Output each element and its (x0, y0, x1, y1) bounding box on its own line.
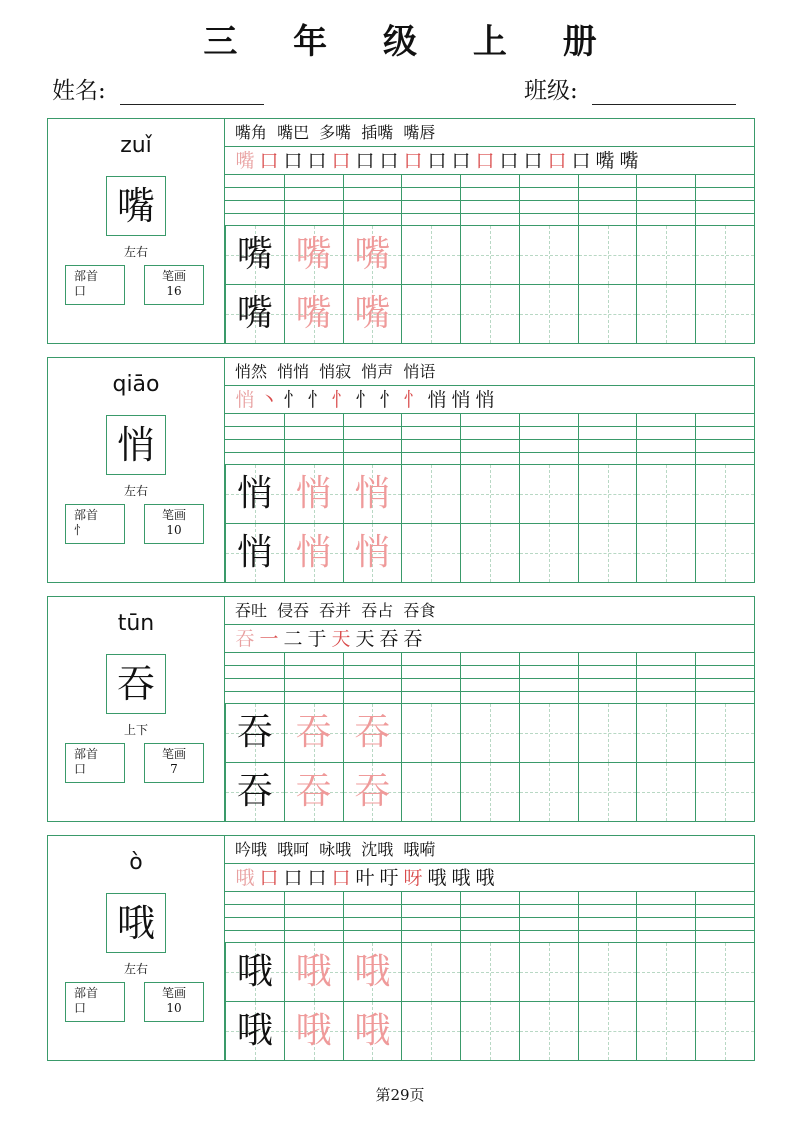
stroke-step: 忄 (355, 389, 375, 411)
grid-divider (695, 892, 696, 942)
stroke-step: 天 (355, 628, 375, 650)
blank-practice-cell[interactable] (460, 284, 519, 343)
trace-character: 嘴 (354, 293, 391, 334)
grid-divider (578, 653, 579, 703)
model-character: 悄 (236, 532, 273, 573)
blank-practice-cell[interactable] (578, 284, 637, 343)
stroke-count-value: 10 (166, 1001, 182, 1015)
grid-divider (284, 175, 285, 225)
trace-character-cell (343, 523, 402, 582)
stroke-step: 吞 (235, 628, 255, 650)
stroke-step: 口 (475, 150, 495, 172)
radical-label: 部首 (74, 747, 99, 761)
stroke-step: 忄 (307, 389, 327, 411)
grid-divider (578, 414, 579, 464)
blank-practice-cell[interactable] (695, 1001, 754, 1060)
trace-character: 嘴 (295, 293, 332, 334)
radical-value: 口 (74, 284, 87, 298)
grid-divider (460, 892, 461, 942)
writing-line (225, 213, 754, 214)
blank-practice-cell[interactable] (401, 942, 460, 1001)
trace-character-cell (343, 942, 402, 1001)
grid-divider (695, 175, 696, 225)
stroke-step: 于 (307, 628, 327, 650)
blank-practice-cell[interactable] (636, 464, 695, 523)
model-character: 嘴 (236, 234, 273, 275)
grid-divider (636, 892, 637, 942)
structure-label: 左右 (123, 245, 148, 259)
pinyin: tūn (117, 611, 155, 636)
stroke-step: 口 (451, 150, 471, 172)
blank-practice-cell[interactable] (401, 225, 460, 284)
blank-practice-cell[interactable] (460, 523, 519, 582)
grid-divider (401, 892, 402, 942)
stroke-step: 口 (427, 150, 447, 172)
name-input-line[interactable] (120, 78, 264, 105)
blank-practice-cell[interactable] (695, 523, 754, 582)
blank-practice-cell[interactable] (636, 284, 695, 343)
grid-divider (284, 892, 285, 942)
blank-practice-cell[interactable] (695, 225, 754, 284)
blank-practice-cell[interactable] (636, 703, 695, 762)
practice-panel (225, 836, 754, 1060)
stroke-step: 忄 (379, 389, 399, 411)
model-character-cell (225, 464, 284, 523)
stroke-step: 口 (283, 150, 303, 172)
blank-practice-cell[interactable] (460, 225, 519, 284)
blank-practice-cell[interactable] (401, 703, 460, 762)
practice-panel (225, 597, 754, 821)
name-label: 姓名: (52, 78, 106, 104)
stroke-order (225, 147, 754, 175)
trace-character-cell (284, 523, 343, 582)
stroke-step: 口 (307, 867, 327, 889)
trace-character: 悄 (354, 532, 391, 573)
writing-line (225, 187, 754, 188)
radical-value: 口 (74, 1001, 87, 1015)
blank-practice-cell[interactable] (519, 762, 578, 821)
blank-practice-cell[interactable] (695, 284, 754, 343)
radical-box (65, 982, 125, 1022)
trace-character-cell (343, 284, 402, 343)
writing-line (225, 452, 754, 453)
stroke-step: 嘴 (619, 150, 639, 172)
blank-practice-cell[interactable] (460, 762, 519, 821)
trace-character-cell (284, 762, 343, 821)
model-character-cell (225, 523, 284, 582)
radical-value: 口 (74, 762, 87, 776)
trace-character-cell (284, 284, 343, 343)
grid-divider (519, 653, 520, 703)
stroke-order (225, 864, 754, 892)
radical-box (65, 265, 125, 305)
radical-box (65, 504, 125, 544)
grid-divider (636, 175, 637, 225)
blank-practice-cell[interactable] (519, 523, 578, 582)
trace-character-cell (343, 225, 402, 284)
grid-divider (343, 414, 344, 464)
stroke-step: 口 (547, 150, 567, 172)
practice-grid (225, 225, 754, 343)
practice-grid (225, 464, 754, 582)
stroke-count-value: 16 (166, 284, 182, 298)
practice-grid (225, 942, 754, 1060)
blank-practice-cell[interactable] (519, 942, 578, 1001)
writing-line (225, 439, 754, 440)
trace-character: 嘴 (295, 234, 332, 275)
trace-character: 吞 (354, 712, 391, 753)
stroke-step: 忄 (331, 389, 351, 411)
grid-divider (343, 892, 344, 942)
trace-character-cell (343, 762, 402, 821)
model-character-cell (225, 225, 284, 284)
blank-practice-cell[interactable] (636, 225, 695, 284)
trace-character: 嘴 (354, 234, 391, 275)
model-character: 嘴 (236, 293, 273, 334)
writing-line (225, 665, 754, 666)
stroke-count-label: 笔画 (161, 986, 186, 1000)
trace-character: 哦 (295, 1010, 332, 1051)
blank-practice-cell[interactable] (519, 1001, 578, 1060)
stroke-step: 哦 (235, 867, 255, 889)
blank-practice-cell[interactable] (578, 523, 637, 582)
example-words: 嘴角 嘴巴 多嘴 插嘴 嘴唇 (225, 119, 754, 147)
trace-character-cell (343, 1001, 402, 1060)
pinyin: ò (129, 850, 143, 875)
blank-practice-cell[interactable] (519, 464, 578, 523)
blank-practice-cell[interactable] (695, 703, 754, 762)
character-card (47, 118, 755, 344)
grid-divider (401, 653, 402, 703)
radical-label: 部首 (74, 508, 99, 522)
blank-practice-cell[interactable] (401, 464, 460, 523)
blank-practice-cell[interactable] (460, 703, 519, 762)
blank-practice-cell[interactable] (636, 942, 695, 1001)
trace-character: 哦 (295, 951, 332, 992)
stroke-step: 口 (331, 867, 351, 889)
blank-practice-cell[interactable] (519, 284, 578, 343)
blank-practice-cell[interactable] (578, 942, 637, 1001)
grid-divider (343, 653, 344, 703)
trace-character: 悄 (295, 532, 332, 573)
stroke-step: 悄 (235, 389, 255, 411)
class-label: 班级: (524, 78, 578, 104)
model-character-cell (225, 284, 284, 343)
grid-divider (401, 414, 402, 464)
blank-writing-lines[interactable] (225, 414, 754, 464)
stroke-step: 一 (259, 628, 279, 650)
trace-character-cell (284, 703, 343, 762)
trace-character-cell (284, 225, 343, 284)
grid-divider (460, 653, 461, 703)
grid-divider (460, 414, 461, 464)
page-title: 三 年 级 上 册 (203, 22, 619, 62)
radical-value: 忄 (74, 523, 87, 537)
main-character: 吞 (106, 654, 166, 714)
stroke-step: 口 (355, 150, 375, 172)
structure-label: 上下 (123, 723, 148, 737)
stroke-step: 吞 (403, 628, 423, 650)
stroke-step: 哦 (451, 867, 471, 889)
radical-label: 部首 (74, 269, 99, 283)
grid-divider (284, 653, 285, 703)
blank-practice-cell[interactable] (401, 1001, 460, 1060)
trace-character-cell (343, 703, 402, 762)
grid-divider (284, 414, 285, 464)
stroke-step: 悄 (427, 389, 447, 411)
blank-writing-lines[interactable] (225, 892, 754, 942)
character-info-panel (48, 836, 225, 1060)
grid-divider (636, 414, 637, 464)
practice-panel (225, 119, 754, 343)
blank-practice-cell[interactable] (401, 762, 460, 821)
character-info-panel (48, 597, 225, 821)
writing-line (225, 200, 754, 201)
radical-label: 部首 (74, 986, 99, 1000)
trace-character-cell (284, 464, 343, 523)
trace-character: 悄 (295, 473, 332, 514)
structure-label: 左右 (123, 484, 148, 498)
grid-divider (519, 414, 520, 464)
model-character: 哦 (236, 951, 273, 992)
stroke-step: 吞 (379, 628, 399, 650)
trace-character: 吞 (354, 771, 391, 812)
blank-practice-cell[interactable] (460, 464, 519, 523)
writing-line (225, 917, 754, 918)
grid-divider (343, 175, 344, 225)
blank-practice-cell[interactable] (695, 942, 754, 1001)
main-character: 悄 (106, 415, 166, 475)
character-card (47, 596, 755, 822)
stroke-step: 口 (403, 150, 423, 172)
model-character: 吞 (236, 712, 273, 753)
model-character-cell (225, 762, 284, 821)
stroke-step: 嘴 (235, 150, 255, 172)
model-character: 哦 (236, 1010, 273, 1051)
blank-practice-cell[interactable] (460, 1001, 519, 1060)
stroke-step: 嘴 (595, 150, 615, 172)
blank-practice-cell[interactable] (578, 762, 637, 821)
blank-practice-cell[interactable] (695, 464, 754, 523)
stroke-count-box (144, 265, 204, 305)
trace-character: 哦 (354, 951, 391, 992)
blank-practice-cell[interactable] (578, 464, 637, 523)
model-character-cell (225, 942, 284, 1001)
stroke-step: 口 (307, 150, 327, 172)
grid-divider (519, 892, 520, 942)
stroke-order (225, 386, 754, 414)
structure-label: 左右 (123, 962, 148, 976)
class-field (524, 72, 736, 105)
grid-divider (636, 653, 637, 703)
blank-practice-cell[interactable] (578, 1001, 637, 1060)
trace-character: 吞 (295, 712, 332, 753)
trace-character-cell (343, 464, 402, 523)
stroke-step: 吁 (379, 867, 399, 889)
blank-practice-cell[interactable] (578, 703, 637, 762)
stroke-step: 忄 (403, 389, 423, 411)
character-info-panel (48, 119, 225, 343)
stroke-step: 口 (499, 150, 519, 172)
character-info-panel (48, 358, 225, 582)
stroke-step: 悄 (451, 389, 471, 411)
pinyin: zuǐ (120, 133, 152, 158)
stroke-step: 口 (379, 150, 399, 172)
grid-divider (519, 175, 520, 225)
blank-practice-cell[interactable] (519, 225, 578, 284)
example-words: 吟哦 哦呵 咏哦 沈哦 哦嗬 (225, 836, 754, 864)
grid-divider (578, 892, 579, 942)
blank-writing-lines[interactable] (225, 653, 754, 703)
practice-panel (225, 358, 754, 582)
stroke-step: 二 (283, 628, 303, 650)
blank-practice-cell[interactable] (401, 284, 460, 343)
stroke-count-label: 笔画 (161, 747, 186, 761)
page-number: 第29页 (375, 1086, 425, 1104)
pinyin: qiāo (112, 372, 160, 397)
writing-line (225, 426, 754, 427)
main-character: 哦 (106, 893, 166, 953)
stroke-step: 口 (259, 150, 279, 172)
writing-line (225, 930, 754, 931)
writing-line (225, 904, 754, 905)
stroke-step: 呀 (403, 867, 423, 889)
stroke-count-label: 笔画 (161, 269, 186, 283)
writing-line (225, 691, 754, 692)
trace-character: 吞 (295, 771, 332, 812)
stroke-count-value: 7 (170, 762, 178, 776)
grid-divider (578, 175, 579, 225)
stroke-step: 悄 (475, 389, 495, 411)
grid-divider (695, 653, 696, 703)
radical-box (65, 743, 125, 783)
blank-practice-cell[interactable] (636, 523, 695, 582)
model-character-cell (225, 703, 284, 762)
grid-divider (695, 414, 696, 464)
stroke-count-box (144, 504, 204, 544)
stroke-step: 口 (523, 150, 543, 172)
stroke-step: 口 (331, 150, 351, 172)
grid-divider (401, 175, 402, 225)
trace-character: 悄 (354, 473, 391, 514)
stroke-order (225, 625, 754, 653)
stroke-count-box (144, 743, 204, 783)
class-input-line[interactable] (592, 78, 736, 105)
blank-practice-cell[interactable] (460, 942, 519, 1001)
blank-practice-cell[interactable] (519, 703, 578, 762)
stroke-count-box (144, 982, 204, 1022)
stroke-step: 忄 (283, 389, 303, 411)
stroke-step: 叶 (355, 867, 375, 889)
blank-practice-cell[interactable] (578, 225, 637, 284)
model-character: 悄 (236, 473, 273, 514)
blank-practice-cell[interactable] (636, 762, 695, 821)
stroke-step: 哦 (427, 867, 447, 889)
stroke-count-value: 10 (166, 523, 182, 537)
blank-writing-lines[interactable] (225, 175, 754, 225)
stroke-step: 口 (283, 867, 303, 889)
name-field (52, 72, 264, 105)
stroke-step: 口 (571, 150, 591, 172)
stroke-step: 口 (259, 867, 279, 889)
model-character-cell (225, 1001, 284, 1060)
character-card (47, 357, 755, 583)
writing-line (225, 678, 754, 679)
trace-character-cell (284, 1001, 343, 1060)
blank-practice-cell[interactable] (636, 1001, 695, 1060)
trace-character-cell (284, 942, 343, 1001)
trace-character: 哦 (354, 1010, 391, 1051)
main-character: 嘴 (106, 176, 166, 236)
stroke-step: 天 (331, 628, 351, 650)
blank-practice-cell[interactable] (695, 762, 754, 821)
example-words: 吞吐 侵吞 吞并 吞占 吞食 (225, 597, 754, 625)
stroke-count-label: 笔画 (161, 508, 186, 522)
practice-grid (225, 703, 754, 821)
character-card (47, 835, 755, 1061)
example-words: 悄然 悄悄 悄寂 悄声 悄语 (225, 358, 754, 386)
model-character: 吞 (236, 771, 273, 812)
stroke-step: 哦 (475, 867, 495, 889)
stroke-step: 丶 (259, 389, 279, 411)
grid-divider (460, 175, 461, 225)
blank-practice-cell[interactable] (401, 523, 460, 582)
